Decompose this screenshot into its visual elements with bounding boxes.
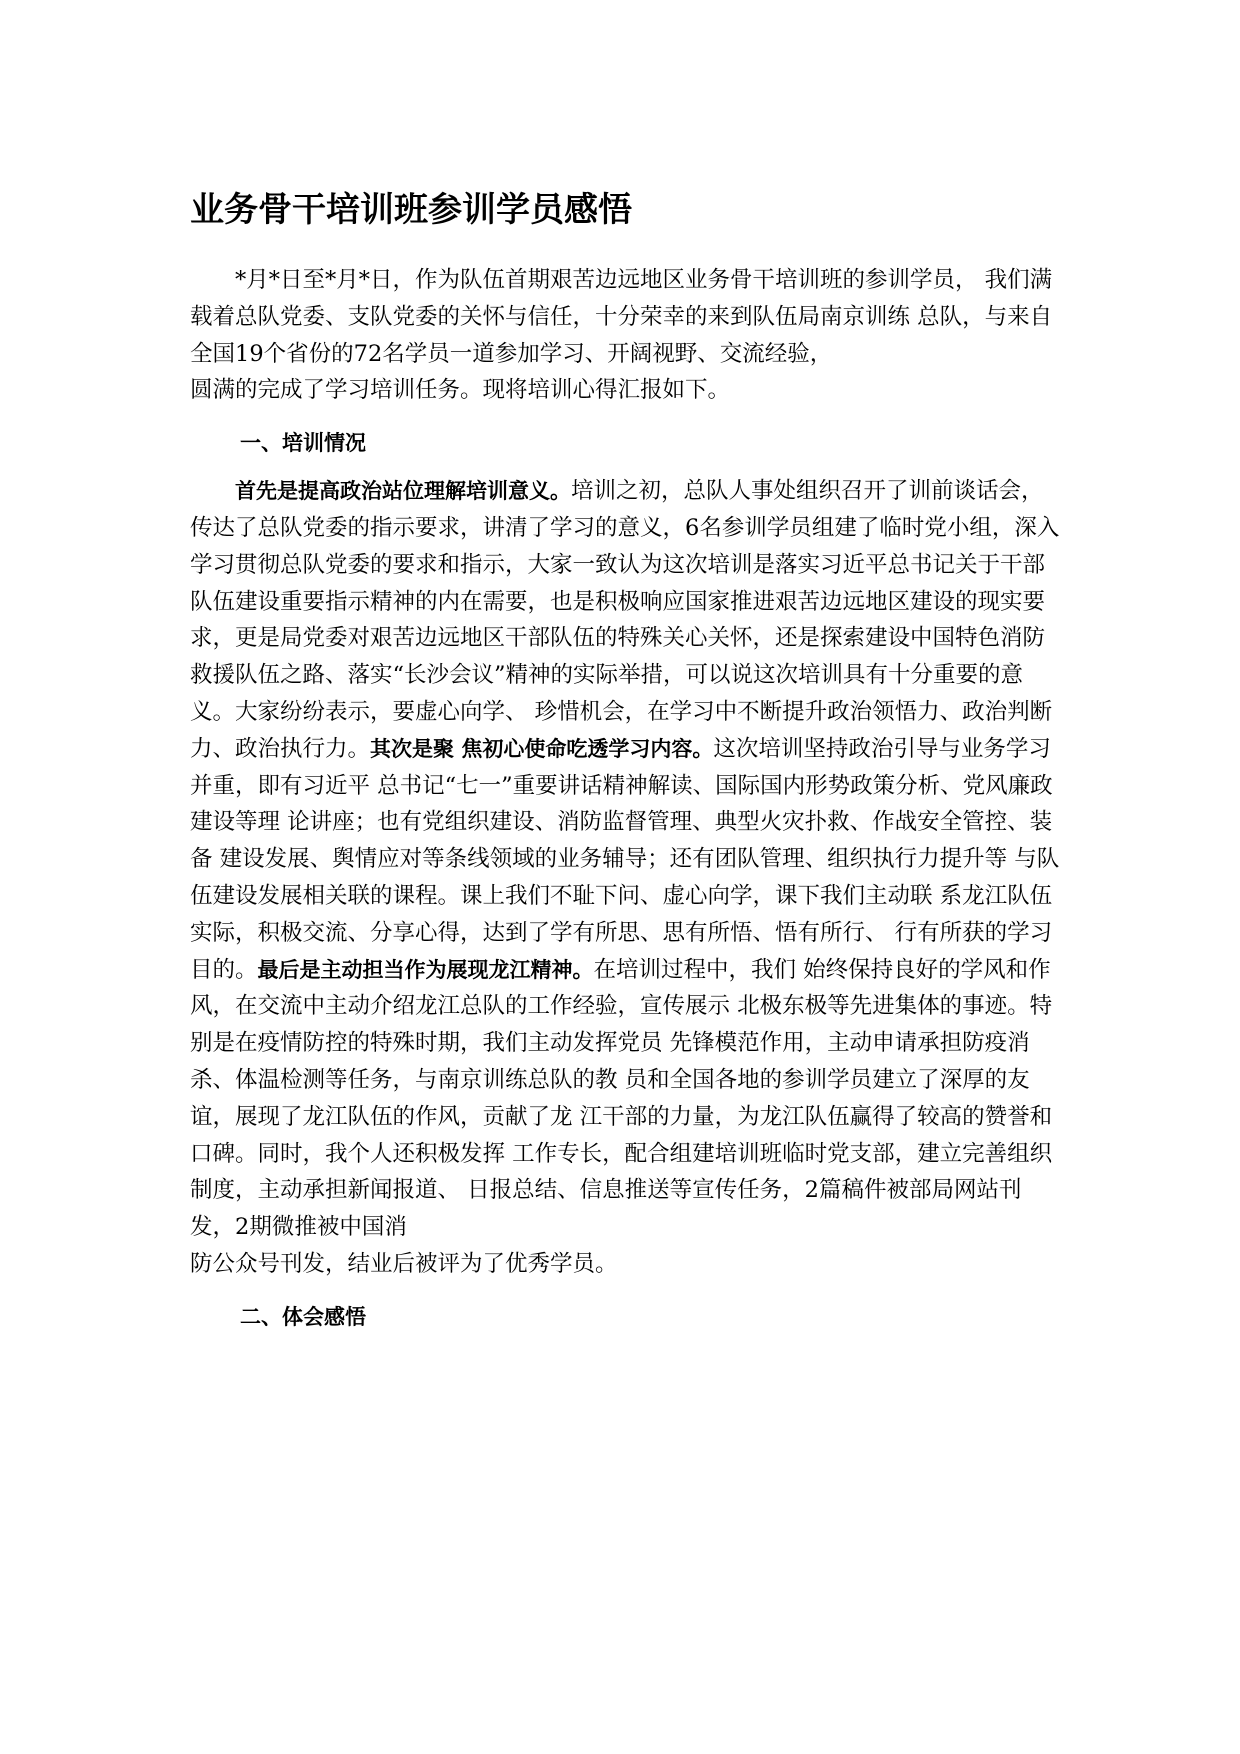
section-heading-reflection: 二、体会感悟 — [240, 1304, 366, 1329]
text-mission-focus: 这次培训坚持政治引导与业务学习并重，即有习近平 总书记“七一”重要讲话精神解读、国际国内形势政策分析、党风廉政建设等理 论讲座；也有党组织建设、消防监督管理、典型火灾扑救、作战安全管控、装备 建设发展、舆情应对等条线领域的业务辅导；还有团队管理、组织执行力提升等 与队伍建设发展相关联的课程。课上我们不耻下问、虚心向学，课下我们主动联 系龙江队伍实际，积极交流、分享心得，达到了学有所思、思有所悟、悟有所行、 行有所获的学习目的。 — [190, 735, 1060, 983]
lead-political-stance: 首先是提高政治站位理解培训意义。 — [235, 479, 571, 504]
intro-paragraph-end: 圆满的完成了学习培训任务。现将培训心得汇报如下。 — [190, 377, 731, 404]
text-political-stance: 培训之初，总队人事处组织召开了训前谈话会，传达了总队党委的指示要求，讲清了学习的意义，6名参训学员组建了临时党小组，深入学习贯彻总队党委的要求和指示，大家一致认为这次培训是落实习近平总书记关于干部队伍建设重要指示精神的内在需要，也是积极响应国家推进艰苦边远地区建设的现实要求，更是局党委对艰苦边远地区干部队伍的特殊关心关怀，还是探索建设中国特色消防救援队伍之路、落实“长沙会议”精神的实际举措，可以说这次培训具有十分重要的意义。大家纷纷表示，要虚心向学、 珍惜机会，在学习中不断提升政治领悟力、政治判断力、政治执行力。 — [190, 478, 1060, 762]
training-paragraph-end: 防公众号刊发，结业后被评为了优秀学员。 — [190, 1250, 618, 1277]
lead-mission-focus: 其次是聚 焦初心使命吃透学习内容。 — [370, 736, 714, 761]
document-body — [190, 262, 1060, 1347]
text-longjiang-spirit: 在培训过程中，我们 始终保持良好的学风和作风，在交流中主动介绍龙江总队的工作经验，宣传展示 北极东极等先进集体的事迹。特别是在疫情防控的特殊时期，我们主动发挥党员 先锋模范作用，主动申请承担防疫消杀、体温检测等任务，与南京训练总队的教 员和全国各地的参训学员建立了深厚的友谊，展现了龙江队伍的作风，贡献了龙 江干部的力量，为龙江队伍赢得了较高的赞誉和口碑。同时，我个人还积极发挥 工作专长，配合组建培训班临时党支部，建立完善组织制度，主动承担新闻报道、 日报总结、信息推送等宣传任务，2篇稿件被部局网站刊发，2期微推被中国消 — [190, 956, 1053, 1241]
document-title: 业务骨干培训班参训学员感悟 — [190, 190, 632, 230]
section-heading-training: 一、培训情况 — [240, 431, 366, 456]
intro-paragraph: *月*日至*月*日，作为队伍首期艰苦边远地区业务骨干培训班的参训学员， 我们满载着总队党委、支队党委的关怀与信任，十分荣幸的来到队伍局南京训练 总队，与来自全国19个省份的72名学员一道参加学习、开阔视野、交流经验， — [190, 267, 1053, 367]
lead-longjiang-spirit: 最后是主动担当作为展现龙江精神。 — [257, 957, 594, 982]
training-paragraph — [190, 473, 1060, 1246]
